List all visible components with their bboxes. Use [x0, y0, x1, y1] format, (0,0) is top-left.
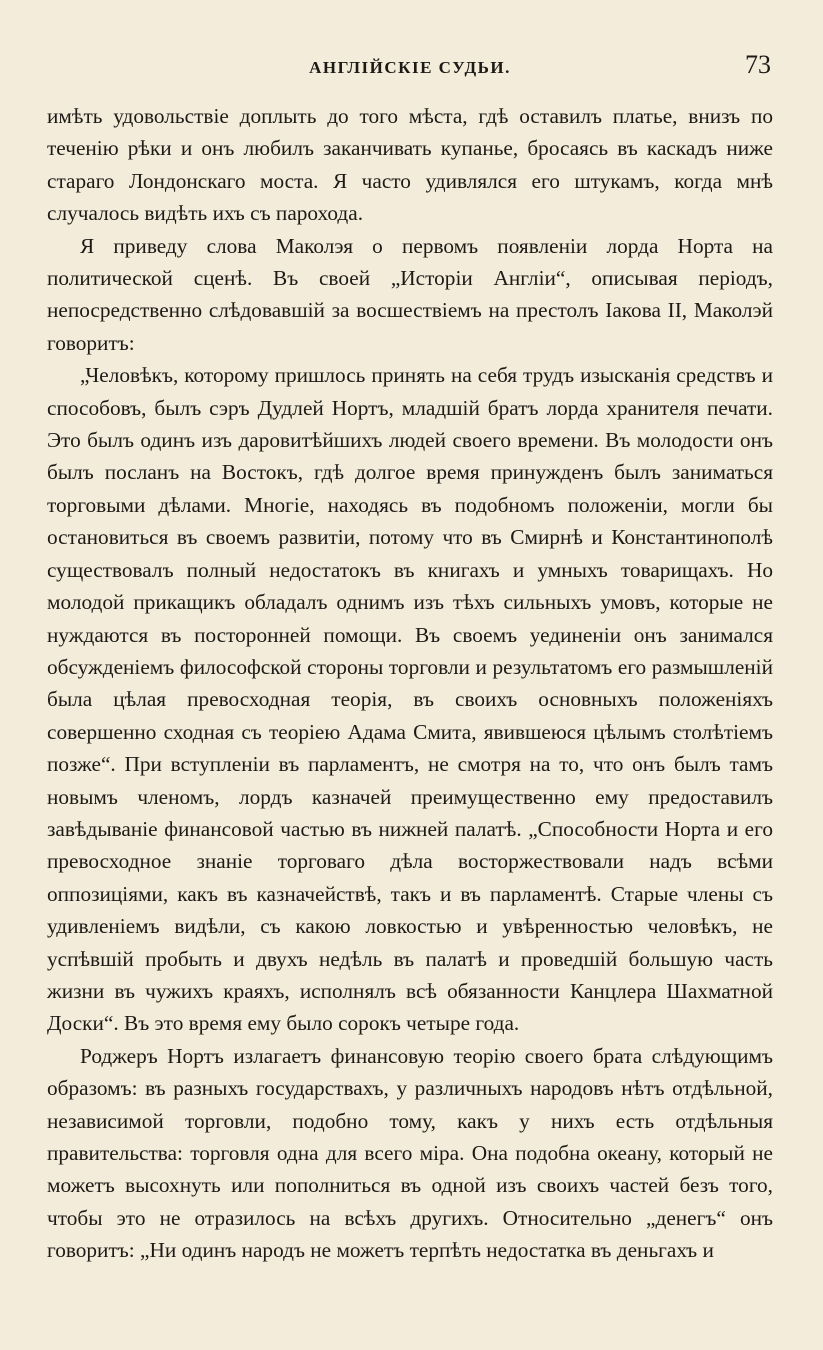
body-text — [47, 100, 773, 1267]
paragraph: Я приведу слова Маколэя о первомъ появленіи лорда Норта на политической сценѣ. Въ своей „Исторіи Англіи“, описывая періодъ, непосредственно слѣдовавшій за восшествіемъ на престолъ Іакова II, Маколэй говоритъ: — [47, 233, 773, 355]
page-number: 73 — [745, 50, 771, 79]
paragraph-continuation: имѣть удовольствіе доплыть до того мѣста, гдѣ оставилъ платье, внизъ по теченію рѣки и онъ любилъ заканчивать купанье, бросаясь въ каскадъ ниже стараго Лондонскаго моста. Я часто удивлялся его штукамъ, когда мнѣ случалось видѣть ихъ съ парохода. — [47, 104, 773, 226]
paragraph-quotation: „Человѣкъ, которому пришлось принять на себя трудъ изысканія средствъ и способовъ, былъ сэръ Дудлей Нортъ, младшій братъ лорда хранителя печати. Это былъ одинъ изъ даровитѣйшихъ людей своего времени. Въ молодости онъ былъ посланъ на Востокъ, гдѣ долгое время принужденъ былъ заниматься торговыми дѣлами. Многіе, находясь въ подобномъ положеніи, могли бы остановиться въ своемъ развитіи, потому что въ Смирнѣ и Константинополѣ существовалъ полный недостатокъ въ книгахъ и умныхъ товарищахъ. Но молодой прикащикъ обладалъ однимъ изъ тѣхъ сильныхъ умовъ, которые не нуждаются въ посторонней помощи. Въ своемъ уединеніи онъ занимался обсужденіемъ философской стороны торговли и результатомъ его размышленій была цѣлая превосходная теорія, въ своихъ основныхъ положеніяхъ совершенно сходная съ теоріею Адама Смита, явившеюся цѣлымъ столѣтіемъ позже“. При вступленіи въ парламентъ, не смотря на то, что онъ былъ тамъ новымъ членомъ, лордъ казначей преимущественно ему предоставилъ завѣдываніе финансовой частью въ нижней палатѣ. „Способности Норта и его превосходное знаніе торговаго дѣла восторжествовали надъ всѣми оппозиціями, какъ въ казначействѣ, такъ и въ парламентѣ. Старые члены съ удивленіемъ видѣли, съ какою ловкостью и увѣренностью человѣкъ, не успѣвшій пробыть и двухъ недѣль въ палатѣ и проведшій большую часть жизни въ чужихъ краяхъ, исполнялъ всѣ обязанности Канцлера Шахматной Доски“. Въ это время ему было сорокъ четыре года. — [47, 363, 773, 1036]
paragraph: Роджеръ Нортъ излагаетъ финансовую теорію своего брата слѣдующимъ образомъ: въ разныхъ государствахъ, у различныхъ народовъ нѣтъ отдѣльной, независимой торговли, подобно тому, какъ у нихъ есть отдѣльныя правительства: торговля одна для всего міра. Она подобна океану, который не можетъ высохнуть или пополниться въ одной изъ своихъ частей безъ того, чтобы это не отразилось на всѣхъ другихъ. Относительно „денегъ“ онъ говоритъ: „Ни одинъ народъ не можетъ терпѣть недостатка въ деньгахъ и — [47, 1043, 773, 1263]
running-title: АНГЛІЙСКІЕ СУДЬИ. — [309, 58, 511, 77]
running-header — [47, 50, 773, 86]
